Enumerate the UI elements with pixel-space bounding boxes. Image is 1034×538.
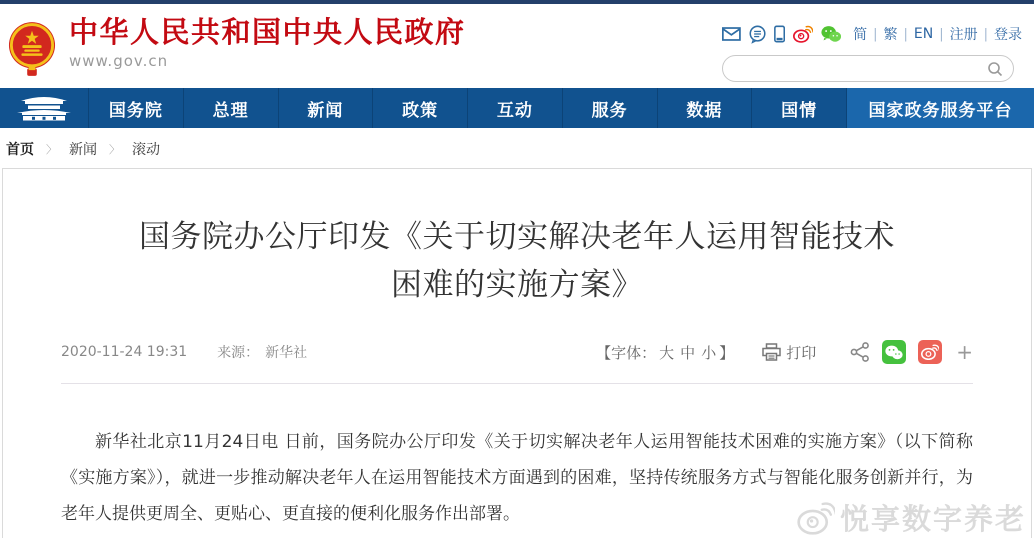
nav-item-data[interactable]: 数据 bbox=[657, 88, 752, 128]
breadcrumb bbox=[0, 128, 1034, 168]
font-size-large-button[interactable]: 大 bbox=[659, 343, 675, 362]
nav-item-news[interactable]: 新闻 bbox=[278, 88, 373, 128]
article-source[interactable]: 新华社 bbox=[265, 345, 308, 362]
nav-item-interact[interactable]: 互动 bbox=[467, 88, 562, 128]
site-url: www.gov.cn bbox=[69, 52, 169, 71]
wechat-share-button[interactable] bbox=[882, 340, 906, 364]
nav-item-gov-service-platform[interactable]: 国家政务服务平台 bbox=[846, 88, 1034, 128]
site-title: 中华人民共和国中央人民政府 bbox=[69, 15, 466, 49]
nav-item-premier[interactable]: 总理 bbox=[183, 88, 278, 128]
nav-home[interactable] bbox=[0, 88, 88, 128]
font-size-control bbox=[596, 342, 734, 363]
print-button[interactable] bbox=[762, 342, 816, 363]
share-nodes-icon[interactable] bbox=[850, 342, 870, 362]
register-link[interactable]: 注册 bbox=[949, 27, 978, 43]
message-icon[interactable] bbox=[749, 24, 766, 44]
font-ctl-close: 】 bbox=[719, 343, 735, 362]
link-separator: | bbox=[939, 26, 944, 42]
breadcrumb-separator: 〉 bbox=[109, 143, 120, 156]
meta-divider bbox=[61, 383, 973, 384]
font-ctl-open: 【字体： bbox=[596, 343, 657, 362]
breadcrumb-rolling[interactable]: 滚动 bbox=[132, 142, 160, 158]
link-separator: | bbox=[873, 26, 878, 42]
breadcrumb-news[interactable]: 新闻 bbox=[69, 142, 97, 158]
font-size-small-button[interactable]: 小 bbox=[701, 343, 717, 362]
weibo-share-icon bbox=[921, 344, 939, 360]
search-box[interactable] bbox=[722, 55, 1014, 82]
nav-item-state-council[interactable]: 国务院 bbox=[88, 88, 183, 128]
article-container bbox=[2, 168, 1032, 538]
source-label: 来源： bbox=[217, 345, 260, 362]
national-emblem bbox=[8, 18, 56, 80]
watermark-text: 悦享数字养老 bbox=[839, 502, 1026, 536]
weibo-icon[interactable] bbox=[793, 24, 813, 44]
mobile-icon[interactable] bbox=[774, 24, 785, 44]
site-header bbox=[0, 4, 1034, 88]
link-separator: | bbox=[983, 26, 988, 42]
more-share-button[interactable]: + bbox=[956, 340, 973, 365]
print-label: 打印 bbox=[786, 343, 817, 362]
breadcrumb-separator: 〉 bbox=[46, 143, 57, 156]
nav-item-national[interactable]: 国情 bbox=[751, 88, 846, 128]
tiananmen-home-icon bbox=[15, 95, 73, 121]
nav-item-policy[interactable]: 政策 bbox=[372, 88, 467, 128]
login-link[interactable]: 登录 bbox=[994, 27, 1022, 43]
article-title: 国务院办公厅印发《关于切实解决老年人运用智能技术困难的实施方案》 bbox=[139, 219, 895, 304]
main-nav bbox=[0, 88, 1034, 128]
nav-item-services[interactable]: 服务 bbox=[562, 88, 657, 128]
article-body: 新华社北京11月24日电 日前，国务院办公厅印发《关于切实解决老年人运用智能技术困难的实施方案》（以下简称《实施方案》），就进一步推动解决老年人在运用智能技术方面遇到的困难，坚持传统服务方式与智能化服务创新并行，为老年人提供更周全、更贴心、更直接的便利化服务作出部署。 bbox=[61, 432, 973, 525]
article-meta-row bbox=[61, 340, 973, 364]
print-icon bbox=[762, 343, 781, 361]
site-brand[interactable] bbox=[8, 14, 466, 88]
link-separator: | bbox=[903, 26, 908, 42]
lang-simplified-link[interactable]: 简 bbox=[853, 27, 868, 43]
search-input[interactable] bbox=[733, 59, 987, 79]
breadcrumb-home[interactable]: 首页 bbox=[6, 142, 34, 158]
lang-traditional-link[interactable]: 繁 bbox=[883, 27, 898, 43]
mail-icon[interactable] bbox=[722, 26, 741, 42]
search-icon[interactable] bbox=[987, 61, 1003, 77]
lang-english-link[interactable]: EN bbox=[913, 26, 934, 42]
wechat-share-icon bbox=[885, 345, 903, 360]
font-size-medium-button[interactable]: 中 bbox=[680, 343, 696, 362]
wechat-icon[interactable] bbox=[821, 24, 842, 44]
weibo-share-button[interactable] bbox=[918, 340, 942, 364]
article-date: 2020-11-24 19:31 bbox=[61, 344, 188, 361]
